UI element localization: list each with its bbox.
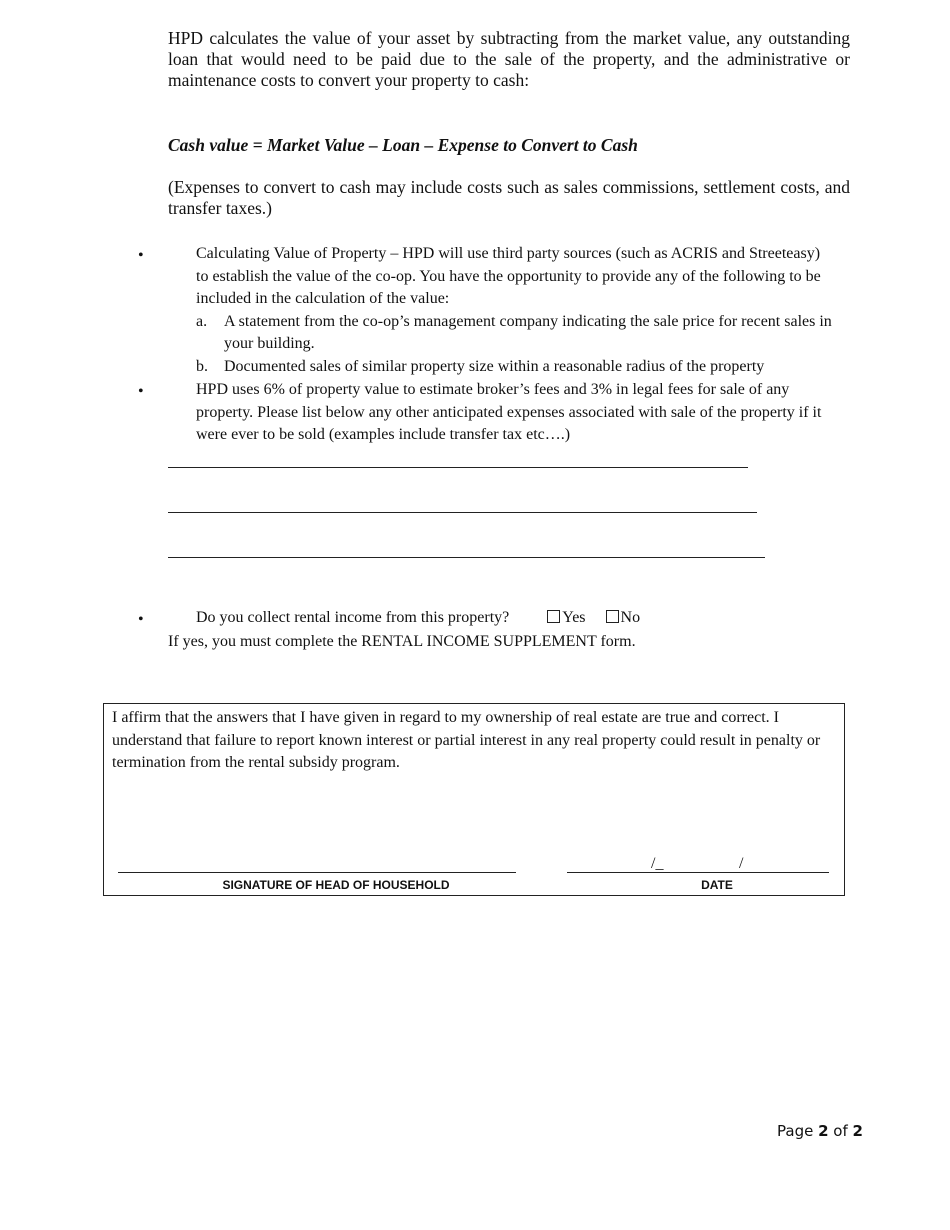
date-field[interactable]	[567, 854, 829, 873]
intro-paragraph: HPD calculates the value of your asset by subtracting from the market value, any outstanding loan that would need to be paid due to the sale of the property, and the administrative or maintenance costs to convert your property to cash:	[168, 28, 850, 90]
yes-label: Yes	[562, 609, 586, 626]
bullet-marker: •	[138, 247, 144, 264]
signature-caption: SIGNATURE OF HEAD OF HOUSEHOLD	[222, 878, 450, 892]
expense-line-1[interactable]	[168, 467, 748, 468]
page-of: of	[828, 1122, 853, 1140]
bullet-marker: •	[138, 611, 144, 628]
sub-item-a-label: a.	[196, 313, 208, 330]
affirmation-text: I affirm that the answers that I have given in regard to my ownership of real estate are true and correct. I understand that failure to report known interest or partial interest in any real property could result in penalty or termination from the rental subsidy program.	[112, 709, 821, 771]
sub-item-b-label: b.	[196, 358, 208, 375]
no-checkbox[interactable]	[606, 610, 619, 623]
sub-item-a-text: A statement from the co-op’s management company indicating the sale price for recent sales in your building.	[224, 313, 832, 352]
no-label: No	[620, 609, 641, 626]
page-number	[777, 1122, 863, 1140]
date-caption: DATE	[701, 878, 733, 892]
page-current: 2	[818, 1122, 829, 1140]
bullet-marker: •	[138, 383, 144, 400]
expense-line-2[interactable]	[168, 512, 757, 513]
expense-line-3[interactable]	[168, 557, 765, 558]
fees-text: HPD uses 6% of property value to estimate broker’s fees and 3% in legal fees for sale of any property. Please list below any other anticipated expenses associated with sale of the property if it were ever to be sold (examples include transfer tax etc….)	[196, 381, 822, 443]
date-separator-2: /	[739, 855, 744, 872]
signature-line[interactable]	[118, 872, 516, 873]
date-separator-1: /_	[651, 855, 664, 872]
page-total: 2	[852, 1122, 863, 1140]
yes-checkbox[interactable]	[547, 610, 560, 623]
expenses-note: (Expenses to convert to cash may include costs such as sales commissions, settlement costs, and transfer taxes.)	[168, 177, 850, 218]
page-prefix: Page	[777, 1122, 819, 1140]
yes-option[interactable]	[547, 609, 585, 626]
calc-value-text: Calculating Value of Property – HPD will use third party sources (such as ACRIS and Streeteasy) to establish the value of the co-op. You have the opportunity to provide any of the following to be included in the calculation of the value:	[196, 245, 821, 307]
sub-item-b-text: Documented sales of similar property size within a reasonable radius of the property	[224, 358, 765, 375]
date-line	[567, 872, 829, 873]
rental-question: Do you collect rental income from this property?	[196, 609, 510, 626]
rental-note: If yes, you must complete the RENTAL INCOME SUPPLEMENT form.	[168, 633, 636, 650]
rental-question-row	[196, 607, 796, 630]
cash-value-formula: Cash value = Market Value – Loan – Expense to Convert to Cash	[168, 135, 638, 155]
no-option[interactable]	[606, 609, 641, 626]
